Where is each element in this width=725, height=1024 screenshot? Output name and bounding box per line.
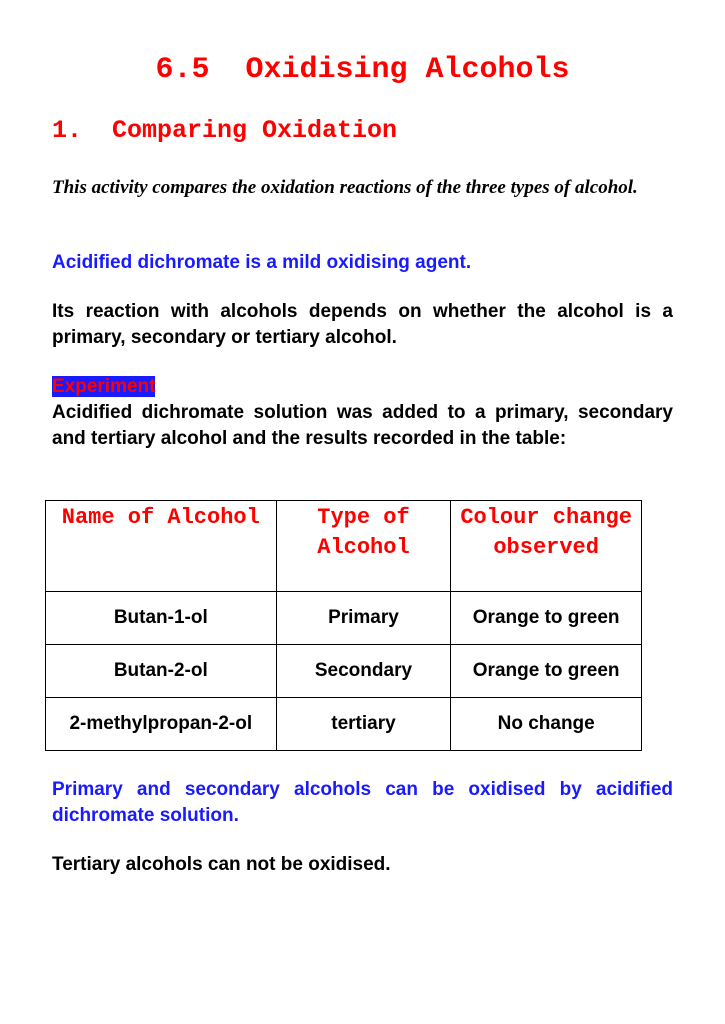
table-cell: Butan-1-ol <box>46 592 277 645</box>
table-cell: Orange to green <box>451 592 642 645</box>
table-header-row <box>46 501 642 592</box>
table-cell: No change <box>451 698 642 751</box>
table-cell: Secondary <box>276 645 451 698</box>
table-cell: Butan-2-ol <box>46 645 277 698</box>
experiment-label: Experiment <box>52 376 156 397</box>
header-type-of-alcohol: Type of Alcohol <box>276 501 451 592</box>
table-cell: tertiary <box>276 698 451 751</box>
experiment-section <box>52 374 673 452</box>
section-heading: 1. Comparing Oxidation <box>52 116 398 145</box>
reaction-note-paragraph: Its reaction with alcohols depends on whether the alcohol is a primary, secondary or tertiary alcohol. <box>52 301 673 348</box>
conclusion-oxidisable: Primary and secondary alcohols can be oxidised by acidified dichromate solution. <box>52 779 673 826</box>
table-row <box>46 592 642 645</box>
header-colour-change: Colour change observed <box>451 501 642 592</box>
experiment-text: Acidified dichromate solution was added to a primary, secondary and tertiary alcohol and the results recorded in the table: <box>52 402 673 449</box>
header-name-of-alcohol: Name of Alcohol <box>46 501 277 592</box>
table-cell: Orange to green <box>451 645 642 698</box>
results-table <box>45 500 642 751</box>
intro-paragraph: This activity compares the oxidation reactions of the three types of alcohol. <box>52 177 638 198</box>
page-title: 6.5 Oxidising Alcohols <box>155 53 570 87</box>
table-row <box>46 698 642 751</box>
conclusion-tertiary: Tertiary alcohols can not be oxidised. <box>52 854 391 875</box>
table-row <box>46 645 642 698</box>
table-cell: Primary <box>276 592 451 645</box>
table-cell: 2-methylpropan-2-ol <box>46 698 277 751</box>
statement-paragraph: Acidified dichromate is a mild oxidising agent. <box>52 252 472 273</box>
